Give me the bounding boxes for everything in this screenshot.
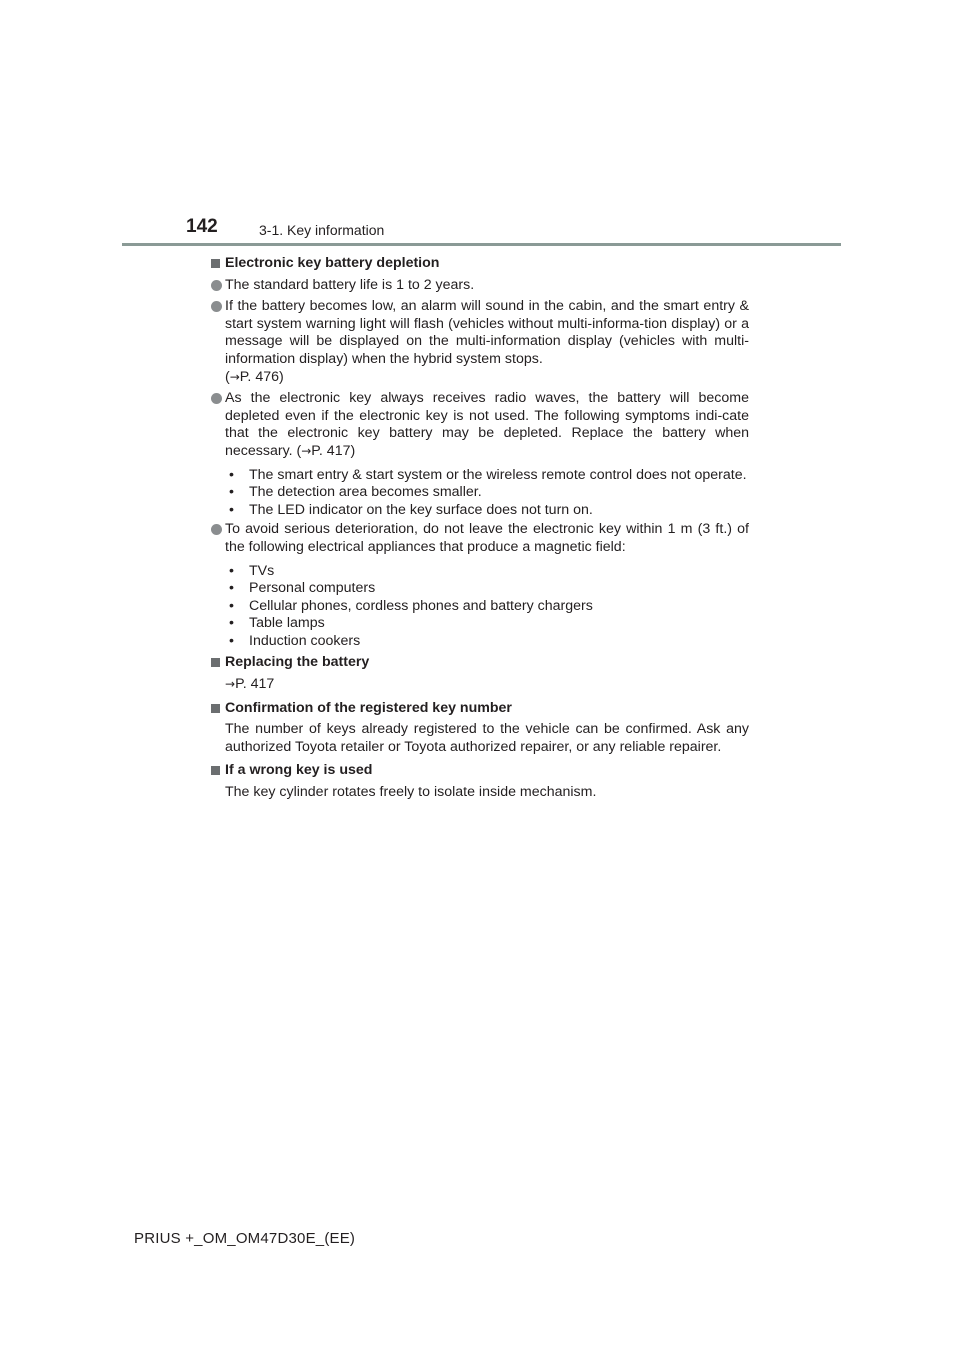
- page-content: [211, 255, 749, 802]
- page-number: 142: [186, 216, 218, 237]
- heading-text: Confirmation of the registered key number: [225, 699, 512, 716]
- sub-bullet-icon: •: [229, 501, 234, 518]
- circle-bullet-icon: [211, 280, 222, 291]
- list-item-text: The smart entry & start system or the wireless remote control does not operate.: [249, 466, 747, 483]
- list-item-text: Cellular phones, cordless phones and battery chargers: [249, 597, 593, 614]
- section-title: 3-1. Key information: [259, 222, 385, 238]
- bullet-text: As the electronic key always receives radio waves, the battery will become depleted even if the electronic key is not used. The following symptoms indi-cate that the electronic key battery may be depleted. Replace the battery when necessary. (: [225, 390, 749, 459]
- heading-replacing-battery: [211, 654, 749, 672]
- replacing-ref: [211, 676, 749, 694]
- sub-bullet-icon: •: [229, 562, 234, 579]
- arrow-icon: →: [229, 369, 240, 384]
- list-item: [225, 484, 749, 502]
- list-item: [225, 598, 749, 616]
- sub-bullet-icon: •: [229, 615, 234, 632]
- bullet-magnetic-field: [211, 521, 749, 556]
- sub-bullet-icon: •: [229, 466, 234, 483]
- bullet-text: To avoid serious deterioration, do not leave the electronic key within 1 m (3 ft.) of the following electrical appliances that produce a magnetic field:: [225, 521, 749, 555]
- list-item-text: TVs: [249, 562, 275, 579]
- list-item-text: Induction cookers: [249, 632, 361, 649]
- sub-bullet-icon: •: [229, 597, 234, 614]
- sub-bullet-icon: •: [229, 632, 234, 649]
- heading-confirmation: [211, 700, 749, 718]
- bullet-radio-waves: [211, 390, 749, 460]
- wrong-key-text: The key cylinder rotates freely to isolate inside mechanism.: [225, 784, 597, 801]
- heading-battery-depletion: [211, 255, 749, 273]
- page-ref-476[interactable]: P. 476): [239, 368, 284, 385]
- list-item: [225, 633, 749, 651]
- arrow-icon: →: [301, 443, 312, 458]
- list-item-text: The LED indicator on the key surface does not turn on.: [249, 501, 593, 518]
- circle-bullet-icon: [211, 524, 222, 535]
- sub-bullet-icon: •: [229, 484, 234, 501]
- bullet-low-battery-alarm: [211, 298, 749, 386]
- circle-bullet-icon: [211, 393, 222, 404]
- list-item: [225, 615, 749, 633]
- square-bullet-icon: [211, 704, 220, 713]
- heading-wrong-key: [211, 762, 749, 780]
- page-ref-417[interactable]: P. 417): [311, 442, 356, 459]
- list-item: [225, 467, 749, 485]
- heading-text: Replacing the battery: [225, 654, 370, 671]
- sub-bullet-icon: •: [229, 580, 234, 597]
- list-item-text: The detection area becomes smaller.: [249, 484, 482, 501]
- symptoms-list: [211, 467, 749, 520]
- heading-text: If a wrong key is used: [225, 762, 373, 779]
- bullet-text: If the battery becomes low, an alarm will sound in the cabin, and the smart entry & start system warning light will flash (vehicles without multi-informa-tion display) or a message will be displayed on the multi-information display (vehicles with multi-information display) when the hybrid system stops.: [225, 298, 749, 367]
- square-bullet-icon: [211, 259, 220, 268]
- circle-bullet-icon: [211, 301, 222, 312]
- list-item-text: Table lamps: [249, 615, 325, 632]
- header-divider: [122, 243, 841, 246]
- list-item: [225, 502, 749, 520]
- page-ref-417[interactable]: P. 417: [235, 676, 275, 693]
- bullet-text: The standard battery life is 1 to 2 years.: [225, 276, 475, 293]
- square-bullet-icon: [211, 658, 220, 667]
- list-item: [225, 580, 749, 598]
- bullet-battery-life: [211, 277, 749, 295]
- list-item: [225, 563, 749, 581]
- list-item-text: Personal computers: [249, 580, 376, 597]
- square-bullet-icon: [211, 766, 220, 775]
- document-code: PRIUS +_OM_OM47D30E_(EE): [134, 1230, 356, 1247]
- appliances-list: [211, 563, 749, 651]
- arrow-icon: →: [225, 677, 236, 692]
- heading-text: Electronic key battery depletion: [225, 255, 440, 271]
- page-ref-open: (: [225, 368, 230, 385]
- confirmation-text: The number of keys already registered to the vehicle can be confirmed. Ask any authorized Toyota retailer or Toyota authorized repairer, or any reliable repairer.: [225, 721, 749, 755]
